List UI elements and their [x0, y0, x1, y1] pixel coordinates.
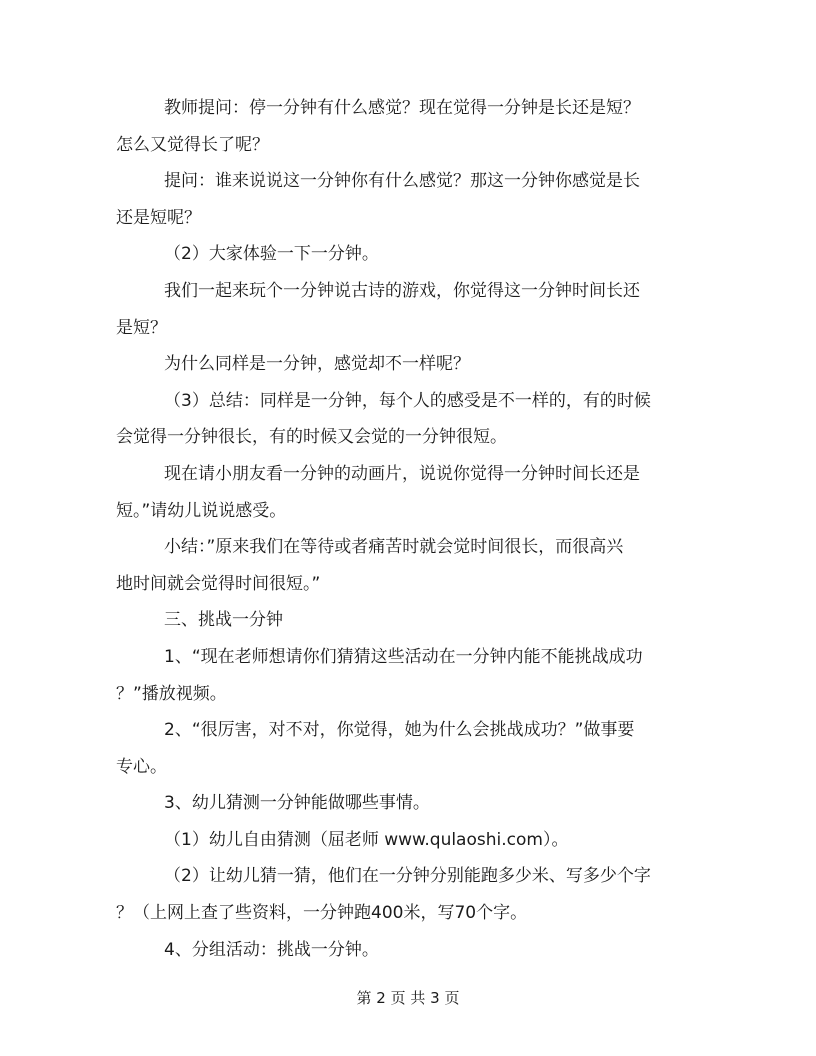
paragraph-line: 1、“现在老师想请你们猜猜这些活动在一分钟内能不能挑战成功	[164, 646, 643, 667]
paragraph-line: （3）总结：同样是一分钟，每个人的感受是不一样的，有的时候	[164, 390, 651, 411]
paragraph-line: （1）幼儿自由猜测（屈老师 www.qulaoshi.com）。	[164, 829, 569, 850]
paragraph-line: 2、“很厉害，对不对，你觉得，她为什么会挑战成功？”做事要	[164, 720, 635, 741]
paragraph-line: 怎么又觉得长了呢？	[116, 134, 269, 155]
paragraph-line: 现在请小朋友看一分钟的动画片，说说你觉得一分钟时间长还是	[164, 463, 640, 484]
document-body	[116, 90, 701, 968]
paragraph-line: 还是短呢？	[116, 207, 201, 228]
paragraph-line: 4、分组活动：挑战一分钟。	[164, 939, 379, 960]
section-heading: 三、挑战一分钟	[164, 610, 283, 631]
paragraph-line: 教师提问：停一分钟有什么感觉？现在觉得一分钟是长还是短？	[164, 98, 640, 118]
paragraph-line: ？（上网上查了些资料，一分钟跑400米，写70个字。	[116, 903, 528, 924]
paragraph-line: 会觉得一分钟很长，有的时候又会觉的一分钟很短。	[116, 427, 507, 448]
page-number-footer: 第 2 页 共 3 页	[356, 989, 460, 1007]
paragraph-line: 短。”请幼儿说说感受。	[116, 500, 287, 521]
paragraph-line: ？”播放视频。	[116, 683, 227, 704]
paragraph-line: 小结：”原来我们在等待或者痛苦时就会觉时间很长，而很高兴	[164, 537, 624, 558]
paragraph-line: 地时间就会觉得时间很短。”	[116, 573, 321, 594]
paragraph-line: 是短？	[116, 317, 167, 338]
paragraph-line: 专心。	[116, 756, 167, 777]
paragraph-line: 我们一起来玩个一分钟说古诗的游戏，你觉得这一分钟时间长还	[164, 280, 640, 301]
paragraph-line: （2）让幼儿猜一猜，他们在一分钟分别能跑多少米、写多少个字	[164, 866, 651, 887]
paragraph-line: 提问：谁来说说这一分钟你有什么感觉？那这一分钟你感觉是长	[164, 171, 640, 192]
paragraph-line: 为什么同样是一分钟，感觉却不一样呢？	[164, 354, 470, 375]
paragraph-line: （2）大家体验一下一分钟。	[164, 244, 379, 265]
paragraph-line: 3、幼儿猜测一分钟能做哪些事情。	[164, 793, 430, 814]
